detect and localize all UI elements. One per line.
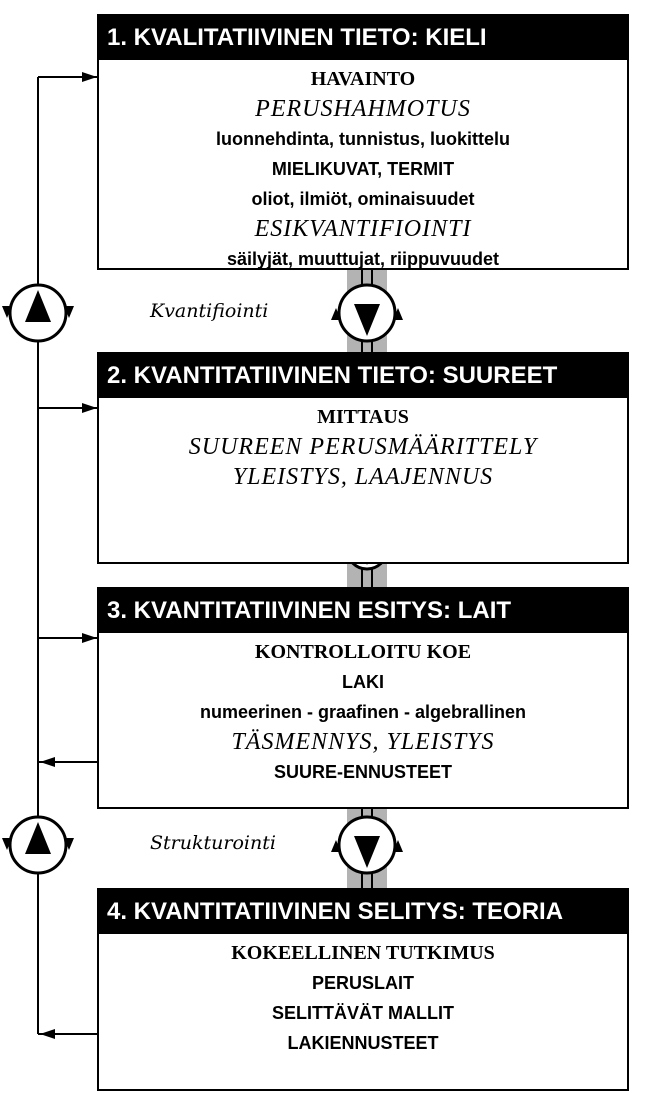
stage-header-4: 4. KVANTITATIIVINEN SELITYS: TEORIA [99, 890, 627, 934]
stage-4-line-3: SELITTÄVÄT MALLIT [272, 1003, 454, 1023]
stage-1-line-7: säilyjät, muuttujat, riippuvuudet [226, 249, 500, 269]
stage-body-4 [99, 934, 627, 1058]
stage-header-2: 2. KVANTITATIIVINEN TIETO: SUUREET [99, 354, 627, 398]
stage-1-line-6: ESIKVANTIFIOINTI [254, 216, 472, 242]
stage-1-line-3: luonnehdinta, tunnistus, luokittelu [216, 129, 510, 149]
stage-3-line-2: LAKI [342, 672, 384, 692]
stage-1-line-2: PERUSHAHMOTUS [255, 96, 471, 122]
stage-2-line-3: YLEISTYS, LAAJENNUS [232, 464, 494, 490]
stage-1-line-5: oliot, ilmiöt, ominaisuudet [251, 189, 475, 209]
stage-1-line-1: HAVAINTO [310, 68, 416, 90]
cycle-up-icon-1 [2, 285, 74, 341]
stage-4-line-2: PERUSLAIT [311, 973, 414, 993]
stage-4-line-1: KOKEELLINEN TUTKIMUS [231, 942, 495, 964]
feedback-arrowheads [40, 72, 97, 1039]
label-kvantifiointi: Kvantifiointi [150, 300, 269, 322]
cycle-up-icon-2 [2, 817, 74, 873]
stage-box-4 [97, 888, 629, 1091]
stage-body-3 [99, 633, 627, 787]
stage-header-3: 3. KVANTITATIIVINEN ESITYS: LAIT [99, 589, 627, 633]
stage-3-line-5: SUURE-ENNUSTEET [273, 762, 452, 782]
stage-body-1 [99, 60, 627, 274]
stage-box-2 [97, 352, 629, 564]
stage-3-line-3: numeerinen - graafinen - algebrallinen [199, 702, 527, 722]
stage-2-line-1: MITTAUS [317, 406, 409, 428]
stage-header-1: 1. KVALITATIIVINEN TIETO: KIELI [99, 16, 627, 60]
stage-4-line-4: LAKIENNUSTEET [287, 1033, 439, 1053]
label-strukturointi: Strukturointi [150, 832, 276, 854]
stage-box-1 [97, 14, 629, 270]
feedback-loop-lines [38, 77, 97, 1034]
stage-3-line-1: KONTROLLOITU KOE [254, 641, 472, 663]
stage-1-line-4: MIELIKUVAT, TERMIT [271, 159, 455, 179]
stage-2-line-2: SUUREEN PERUSMÄÄRITTELY [188, 434, 538, 460]
cycle-down-icon-1 [331, 285, 403, 341]
cycle-down-icon-3 [331, 817, 403, 873]
stage-body-2 [99, 398, 627, 492]
stage-box-3 [97, 587, 629, 809]
stage-3-line-4: TÄSMENNYS, YLEISTYS [231, 729, 495, 755]
